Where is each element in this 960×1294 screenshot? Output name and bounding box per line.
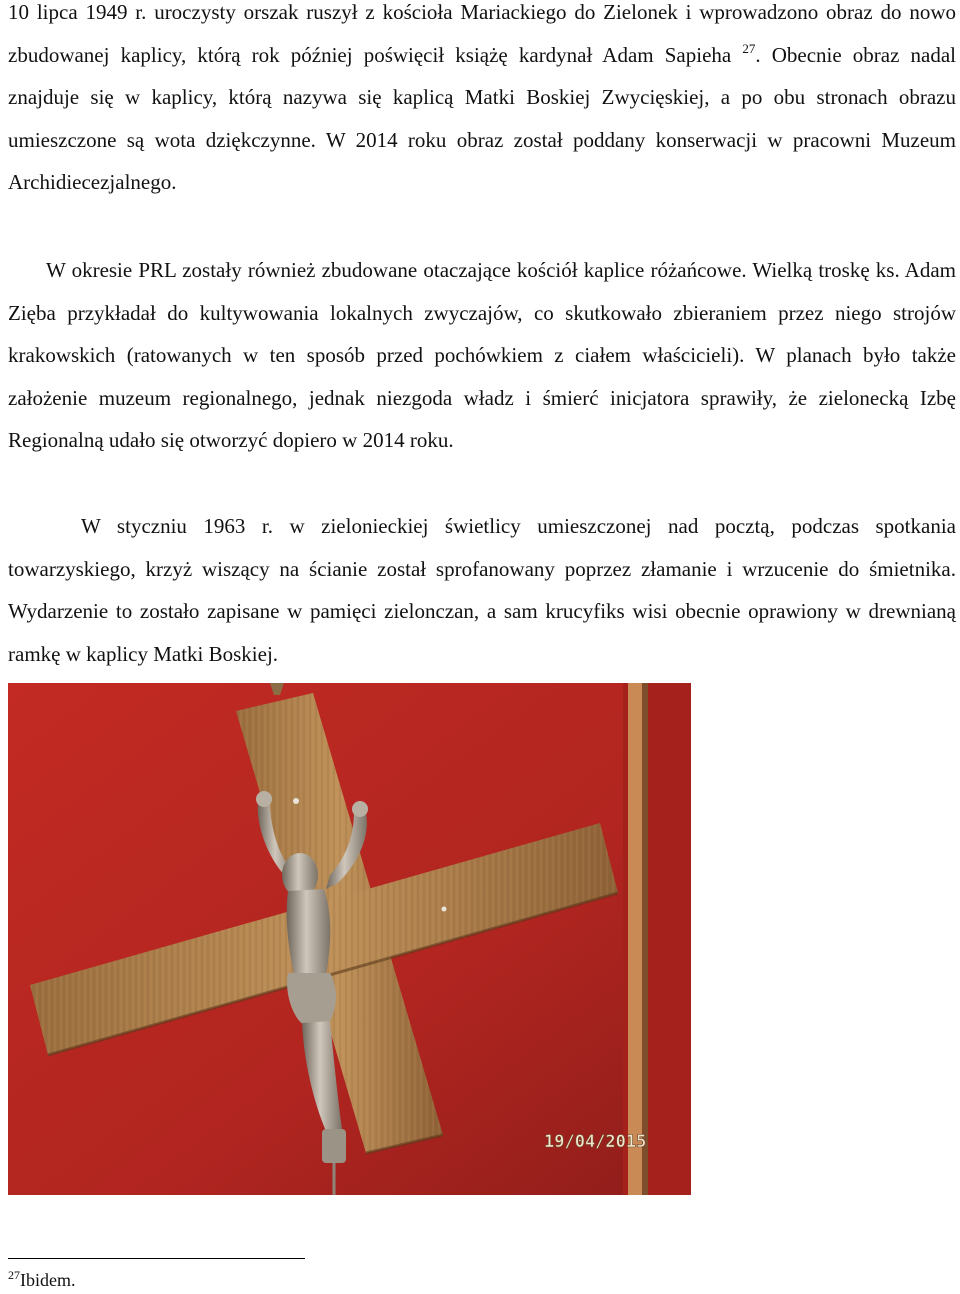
- nail-dot: [293, 798, 299, 804]
- corpus-right-hand: [352, 801, 368, 817]
- frame-strip-shadow: [642, 683, 648, 1195]
- corpus-left-hand: [256, 791, 272, 807]
- footnote: [8, 1268, 76, 1292]
- footnote-reference[interactable]: 27: [742, 40, 756, 56]
- crucifix-photo: [8, 683, 691, 1195]
- photo-date-stamp: 19/04/2015: [544, 1132, 647, 1152]
- paragraph-1-text: 10 lipca 1949 r. uroczysty orszak ruszył z kościoła Mariackiego do Zielonek i wprowadzono obraz do nowo zbudowanej kaplicy, którą rok później poświęcił książę kardynał Adam Sapieha: [8, 0, 956, 67]
- crucifix-illustration: [8, 683, 691, 1195]
- corpus-foot-plate: [322, 1129, 346, 1163]
- paragraph-2-text: W okresie PRL zostały również zbudowane otaczające kościół kaplice różańcowe. Wielką troskę ks. Adam Zięba przykładał do kultywowania lokalnych zwyczajów, co skutkowało zbieraniem przez niego strojów krakowskich (ratowanych w ten sposób przed pochówkiem z ciałem właścicieli). W planach było także założenie muzeum regionalnego, jednak niezgoda władz i śmierć inicjatora sprawiły, że zielonecką Izbę Regionalną udało się otworzyć dopiero w 2014 roku.: [8, 258, 956, 453]
- paragraph-2: [8, 249, 956, 462]
- footnote-text: Ibidem.: [20, 1270, 76, 1290]
- paragraph-3: [8, 505, 956, 675]
- paragraph-1-text-continued: . Obecnie obraz nadal znajduje się w kaplicy, którą nazywa się kaplicą Matki Boskiej Zwycięskiej, a po obu stronach obrazu umieszczone są wota dziękczynne. W 2014 roku obraz został poddany konserwacji w pracowni Muzeum Archidiecezjalnego.: [8, 42, 957, 195]
- paragraph-3-text: W styczniu 1963 r. w zielonieckiej świetlicy umieszczonej nad pocztą, podczas spotkania towarzyskiego, krzyż wiszący na ścianie został sprofanowany poprzez złamanie i wrzucenie do śmietnika. Wydarzenie to zostało zapisane w pamięci zielonczan, a sam krucyfiks wisi obecnie oprawiony w drewnianą ramkę w kaplicy Matki Boskiej.: [8, 514, 956, 666]
- nail-dot-2: [442, 907, 447, 912]
- corpus-torso: [287, 889, 331, 975]
- paragraph-1: [8, 0, 956, 204]
- footnote-number: 27: [8, 1268, 20, 1282]
- frame-strip: [628, 683, 642, 1195]
- footnote-divider: [8, 1258, 305, 1259]
